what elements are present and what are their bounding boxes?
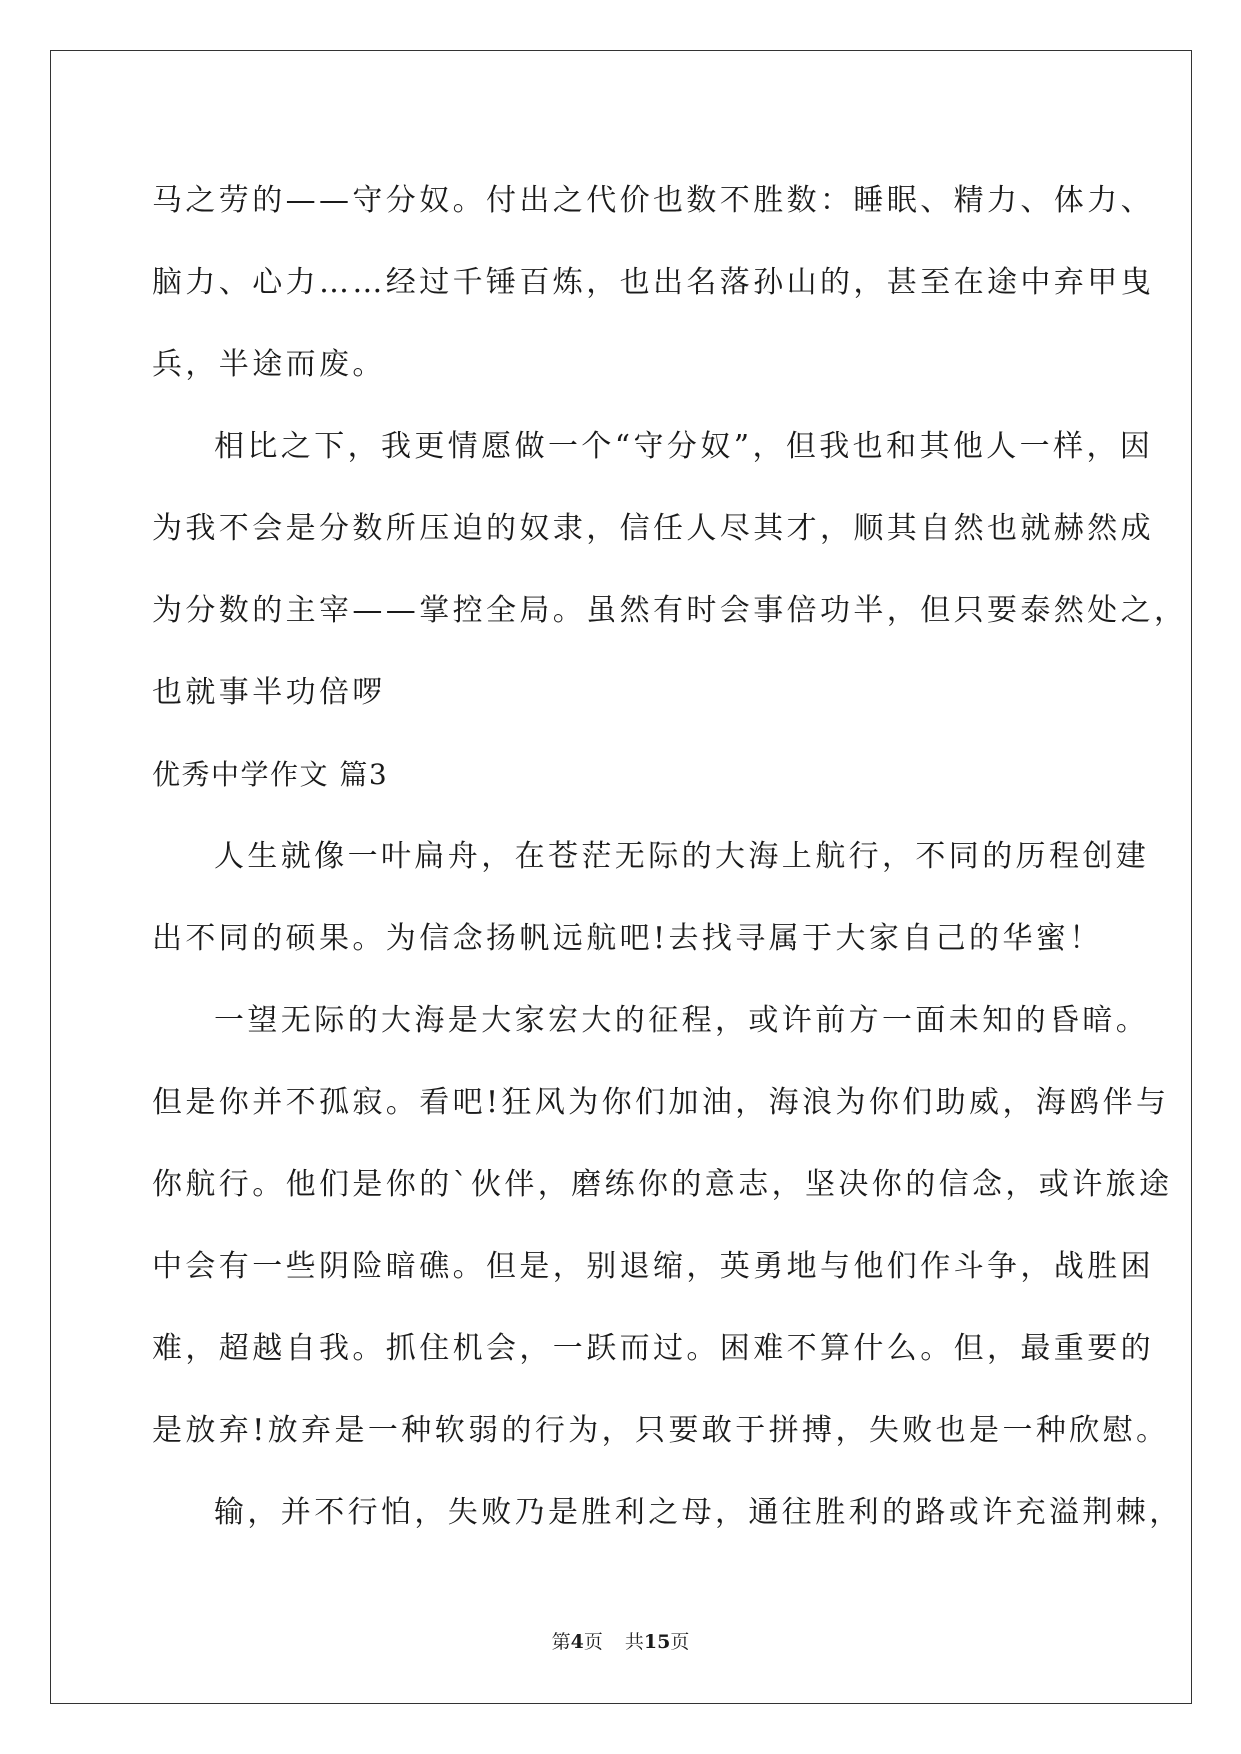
text-line: 但是你并不孤寂。看吧!狂风为你们加油，海浪为你们助威，海鸥伴与 — [152, 1085, 1170, 1120]
text-line: 输，并不行怕，失败乃是胜利之母，通往胜利的路或许充溢荆棘， — [214, 1495, 1183, 1530]
text-line: 相比之下，我更情愿做一个“守分奴”，但我也和其他人一样，因 — [214, 429, 1154, 464]
page-prefix: 第 — [551, 1631, 571, 1653]
text-line: 出不同的硕果。为信念扬帆远航吧!去找寻属于大家自己的华蜜！ — [152, 921, 1103, 956]
text-line: 也就事半功倍啰 — [152, 675, 386, 710]
text-line: 马之劳的——守分奴。付出之代价也数不胜数：睡眠、精力、体力、 — [152, 183, 1154, 218]
text-line: 为分数的主宰——掌控全局。虽然有时会事倍功半，但只要泰然处之， — [152, 593, 1188, 628]
text-line: 脑力、心力……经过千锤百炼，也出名落孙山的，甚至在途中弃甲曳 — [152, 265, 1154, 300]
text-line: 中会有一些阴险暗礁。但是，别退缩，英勇地与他们作斗争，战胜困 — [152, 1249, 1154, 1284]
text-line: 一望无际的大海是大家宏大的征程，或许前方一面未知的昏暗。 — [214, 1003, 1150, 1038]
document-body — [152, 160, 1188, 1554]
text-line: 难，超越自我。抓住机会，一跃而过。困难不算什么。但，最重要的 — [152, 1331, 1154, 1366]
page-total: 15 — [643, 1631, 671, 1653]
page-current: 4 — [570, 1631, 584, 1653]
text-line: 人生就像一叶扁舟，在苍茫无际的大海上航行，不同的历程创建 — [214, 839, 1150, 874]
page-suffix: 页 — [583, 1631, 603, 1653]
page-footer — [0, 1627, 1241, 1654]
text-line: 你航行。他们是你的`伙伴，磨练你的意志，坚决你的信念，或许旅途 — [152, 1167, 1173, 1202]
total-suffix: 页 — [670, 1631, 690, 1653]
text-line: 为我不会是分数所压迫的奴隶，信任人尽其才，顺其自然也就赫然成 — [152, 511, 1154, 546]
text-line: 兵，半途而废。 — [152, 347, 386, 382]
total-prefix: 共 — [624, 1631, 644, 1653]
section-heading: 优秀中学作文 篇3 — [152, 758, 389, 791]
text-line: 是放弃!放弃是一种软弱的行为，只要敢于拼搏，失败也是一种欣慰。 — [152, 1413, 1170, 1448]
